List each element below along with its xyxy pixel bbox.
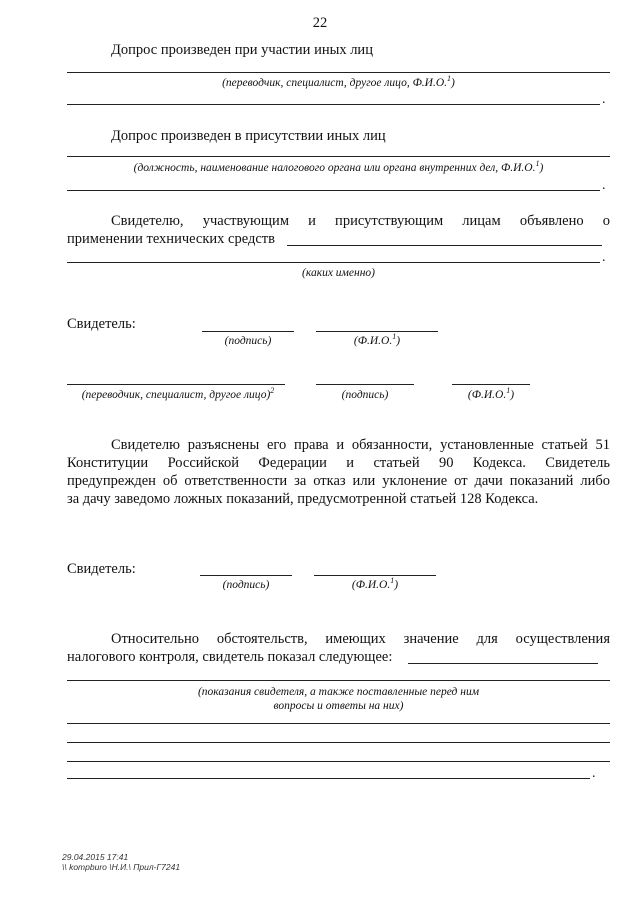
section1-line-2	[67, 104, 600, 105]
footer-timestamp: 29.04.2015 17:41	[62, 852, 129, 862]
fio-line-2	[452, 384, 530, 385]
section1-end-dot: .	[602, 92, 606, 107]
section1-heading: Допрос произведен при участии иных лиц	[111, 42, 373, 58]
section2-heading: Допрос произведен в присутствии иных лиц	[111, 128, 386, 144]
footer-path: \\ kompburo \Н.И.\ Прил-Г7241	[62, 862, 181, 872]
other-person-caption: (переводчик, специалист, другое лицо)$^2$	[81, 386, 275, 401]
testimony-line-d	[67, 761, 610, 762]
fio-caption-3: (Ф.И.О.$^1$)	[351, 576, 399, 591]
rights-line2: Конституции Российской Федерации и статьей 90 Кодекса. Свидетель	[67, 455, 610, 471]
testimony-line-b	[67, 723, 610, 724]
section2-caption: (должность, наименование налогового органа или органа внутренних дел, Ф.И.О.$^1$)	[133, 159, 544, 174]
testimony-fill-line	[408, 663, 598, 664]
testimony-caption-2: вопросы и ответы на них)	[273, 700, 404, 712]
section2-end-dot: .	[602, 178, 606, 193]
technical-means-fill-line	[287, 245, 602, 246]
witness-label-2: Свидетель:	[67, 561, 136, 577]
technical-means-caption: (каких именно)	[302, 267, 375, 279]
fio-line-3	[314, 575, 436, 576]
page-number: 22	[312, 15, 328, 31]
technical-means-line-2	[67, 262, 600, 263]
rights-line4: за дачу заведомо ложных показаний, предусмотренной статьей 128 Кодекса.	[67, 491, 539, 507]
testimony-line-e	[67, 778, 590, 779]
testimony-line2: налогового контроля, свидетель показал следующее:	[67, 649, 393, 665]
signature-line-2	[316, 384, 414, 385]
section1-caption: (переводчик, специалист, другое лицо, Ф.И.О.$^1$)	[222, 74, 455, 89]
section2-line-1	[67, 156, 610, 157]
signature-caption-2: (подпись)	[341, 389, 389, 401]
section2-line-2	[67, 190, 600, 191]
testimony-line1: Относительно обстоятельств, имеющих значение для осуществления	[111, 631, 610, 647]
signature-line-1	[202, 331, 294, 332]
testimony-line-c	[67, 742, 610, 743]
testimony-end-dot: .	[592, 766, 596, 781]
technical-means-line1: Свидетелю, участвующим и присутствующим лицам объявлено о	[111, 213, 610, 229]
rights-line1: Свидетелю разъяснены его права и обязанности, установленные статьей 51	[111, 437, 610, 453]
fio-caption-2: (Ф.И.О.$^1$)	[467, 386, 515, 401]
signature-line-3	[200, 575, 292, 576]
fio-line-1	[316, 331, 438, 332]
witness-label-1: Свидетель:	[67, 316, 136, 332]
rights-line3: предупрежден об ответственности за отказ или уклонение от дачи показаний либо	[67, 473, 610, 489]
testimony-caption-1: (показания свидетеля, а также поставленные перед ним	[197, 686, 480, 698]
testimony-line-a	[67, 680, 610, 681]
technical-means-end-dot: .	[602, 250, 606, 265]
technical-means-line2: применении технических средств	[67, 231, 275, 247]
other-person-line	[67, 384, 285, 385]
signature-caption-1: (подпись)	[224, 335, 272, 347]
section1-line-1	[67, 72, 610, 73]
fio-caption-1: (Ф.И.О.$^1$)	[353, 332, 401, 347]
signature-caption-3: (подпись)	[222, 579, 270, 591]
